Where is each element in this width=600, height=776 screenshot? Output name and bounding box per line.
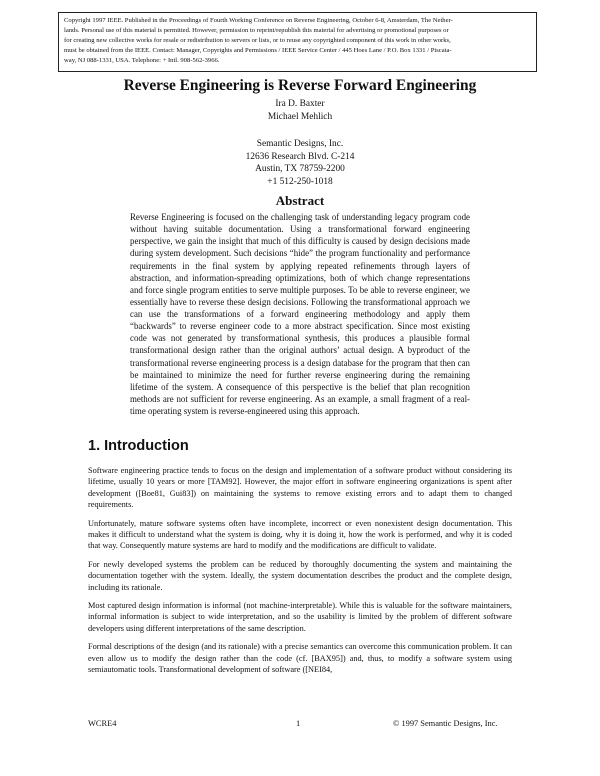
author-name: Michael Mehlich bbox=[267, 111, 333, 122]
affiliation-line: Semantic Designs, Inc. bbox=[256, 139, 344, 149]
copyright-line: for creating new collective works for resale or redistribution to servers or lists, or to reuse any copyrighted component of this work in other works, bbox=[64, 37, 451, 44]
copyright-line: Copyright 1997 IEEE. Published in the Proceedings of Fourth Working Conference on Reverse Engineering, October 6-8, Amsterdam, The Nether- bbox=[64, 17, 453, 24]
affiliation-line: +1 512-250-1018 bbox=[267, 176, 333, 187]
footer-copyright: © 1997 Semantic Designs, Inc. bbox=[393, 719, 498, 728]
introduction-body bbox=[88, 465, 512, 683]
abstract-text: Reverse Engineering is focused on the challenging task of understanding legacy program code without having suitable documentation. Using a transformational forward engineering perspective, we gain the insight that much of this difficulty is caused by design decisions made during system development. Such decisions “hide” the program functionality and performance requirements in the final system by applying repeated refinements through layers of abstraction, and information-spreading optimizations, both of which change representations and force single program entities to serve multiple purposes. To be able to reverse engineer, we essentially have to reverse these design decisions. Following the transformational approach we can use the transformations of a forward engineering methodology and apply them “backwards” to reverse engineer code to a more abstract specification. Since most existing code was not generated by transformational synthesis, this produces a plausible formal transformational design rather than the original authors’ actual design. A byproduct of the transformational reverse engineering process is a design database for the program that then can be maintained to minimize the need for further reverse engineering during the remaining lifetime of the system. A consequence of this perspective is the belief that plan recognition methods are not sufficient for reverse engineering. As an example, a small fragment of a real-time operating system is reverse-engineered using this approach. bbox=[130, 212, 470, 416]
copyright-line: must be obtained from the IEEE. Contact: Manager, Copyrights and Permissions / IEEE Service Center / 445 Hoes Lane / P.O. Box 1331 / Piscata- bbox=[64, 47, 452, 54]
body-paragraph: Most captured design information is informal (not machine-interpretable). While this is valuable for the software maintainers, informal information is subject to wide interpretation, and so the usability is limited by the problem of different software developers using different interpretations of the same description. bbox=[88, 601, 512, 633]
abstract-heading: Abstract bbox=[275, 193, 325, 208]
author-name: Ira D. Baxter bbox=[275, 99, 325, 109]
body-paragraph: For newly developed systems the problem can be reduced by thoroughly documenting the system and maintaining the documentation together with the system. Ideally, the system documentation describes the product and the complete design, including its rationale. bbox=[88, 559, 512, 592]
footer-page-number: 1 bbox=[296, 719, 301, 728]
body-paragraph: Unfortunately, mature software systems often have incomplete, incorrect or even nonexistent design documentation. This makes it difficult to understand what the system is doing, why it is doing it, how the work is performed, and why it is coded that way. Consequently mature systems are hard to modify and the modifications are difficult to validate. bbox=[88, 518, 512, 551]
copyright-line: lands. Personal use of this material is permitted. However, permission to reprint/republish this material for advertising or promotional purposes or bbox=[64, 27, 449, 34]
copyright-line: way, NJ 088-1331, USA. Telephone: + Intl. 908-562-3966. bbox=[64, 57, 220, 64]
affiliation-line: Austin, TX 78759-2200 bbox=[255, 164, 345, 174]
footer-venue: WCRE4 bbox=[88, 719, 117, 728]
body-paragraph: Software engineering practice tends to focus on the design and implementation of a software product without considering its lifetime, usually 10 years or more [TAM92]. However, the major effort in software engineering organizations is spent after development ([Boe81, Gui83]) on maintaining the systems to remove existing errors and to adapt them to changed requirements. bbox=[88, 466, 512, 510]
paper-title: Reverse Engineering is Reverse Forward Engineering bbox=[123, 77, 477, 94]
copyright-notice-box bbox=[58, 12, 537, 72]
affiliation-block bbox=[150, 138, 450, 188]
body-paragraph: Formal descriptions of the design (and its rationale) with a precise semantics can overcome this communication problem. It can even allow us to modify the design rather than the code (cf. [BAX95]) and, thus, to modify a software system using semiautomatic tools. Transformational development of software ([NEI84, bbox=[88, 642, 512, 675]
section-heading-introduction: 1. Introduction bbox=[88, 438, 189, 454]
affiliation-line: 12636 Research Blvd. C-214 bbox=[245, 151, 355, 162]
author-list bbox=[150, 98, 450, 123]
